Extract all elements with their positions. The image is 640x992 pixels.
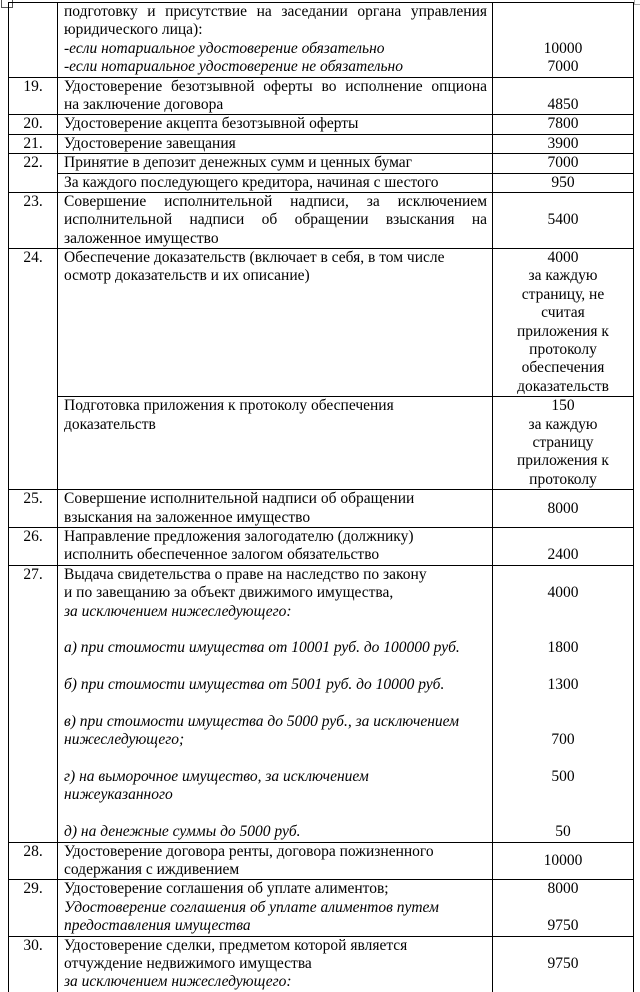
row-number-cell [9, 842, 58, 880]
description-line: заложенное имущество [64, 229, 219, 247]
row-number: 30. [23, 936, 43, 954]
description-line: Направление предложения залогодателю (должнику) [64, 527, 414, 545]
amount-line [495, 78, 631, 96]
description-line: Удостоверение безотзывной оферты во исполнение опциона [64, 77, 487, 95]
amount-line: доказательств [517, 377, 609, 395]
amount-line [495, 750, 631, 768]
amount-line: 1800 [547, 639, 579, 657]
description-line: доказательств [64, 415, 156, 433]
amount-line: 950 [551, 173, 575, 191]
description-line [64, 805, 487, 823]
table-row [9, 397, 634, 490]
row-number-cell [9, 565, 58, 842]
description-cell [58, 936, 493, 992]
description-line: Удостоверение акцепта безотзывной оферты [64, 115, 359, 133]
description-cell [58, 173, 493, 192]
description-cell [58, 77, 493, 115]
description-line: отчуждение недвижимого имущества [64, 954, 312, 972]
amount-cell [493, 249, 634, 397]
table-row [9, 249, 634, 397]
amount-line: 150 [551, 397, 575, 415]
table-row [9, 154, 634, 173]
amount-cell [493, 134, 634, 153]
row-number-cell [9, 527, 58, 565]
amount-line: считая [541, 304, 585, 322]
amount-line [495, 899, 631, 917]
description-cell [58, 115, 493, 134]
description-line: нижеуказанного [64, 786, 173, 804]
amount-line: 7000 [547, 154, 579, 172]
description-line: б) при стоимости имущества от 5001 руб. до 10000 руб. [64, 676, 445, 694]
row-number-cell [9, 77, 58, 115]
amount-line [495, 658, 631, 676]
row-number-cell [9, 154, 58, 193]
row-number: 28. [23, 842, 43, 860]
amount-line: 500 [551, 768, 575, 786]
description-line: г) на выморочное имущество, за исключением [64, 768, 369, 786]
description-line: а) при стоимости имущества от 10001 руб. до 100000 руб. [64, 639, 460, 657]
description-cell [58, 527, 493, 565]
amount-line [495, 566, 631, 584]
amount-line: 1300 [547, 676, 579, 694]
page-fragment-top-right [634, 0, 640, 5]
description-line: в) при стоимости имущества до 5000 руб., за исключением [64, 712, 460, 730]
amount-line: 4000 [547, 584, 579, 602]
description-line: подготовку и присутствие на заседании органа управления [64, 3, 487, 20]
description-line: Удостоверение договора ренты, договора пожизненного [64, 842, 434, 860]
amount-line: 10000 [543, 39, 583, 57]
description-line: Совершение исполнительной надписи, за исключением [64, 192, 487, 210]
table-row [9, 842, 634, 880]
description-line: исполнительной надписи об обращении взыскания на [64, 211, 487, 229]
amount-line: приложения к [517, 452, 609, 470]
table-row [9, 490, 634, 528]
description-line: нижеследующего; [64, 731, 185, 749]
description-line: Обеспечение доказательств (включает в себя, в том числе [64, 249, 445, 267]
description-line: -если нотариальное удостоверение не обязательно [64, 58, 403, 76]
description-cell [58, 249, 493, 397]
row-number-cell [9, 3, 58, 78]
description-line: Удостоверение соглашения об уплате алиментов; [64, 880, 389, 898]
amount-line: за каждую [528, 267, 598, 285]
amount-cell [493, 936, 634, 992]
description-line: и по завещанию за объект движимого имущества, [64, 584, 394, 602]
row-number: 19. [23, 77, 43, 95]
row-number: 24. [23, 249, 43, 267]
amount-line: 7800 [547, 115, 579, 133]
amount-value: 10000 [543, 851, 583, 869]
row-number-cell [9, 192, 58, 248]
table-row [9, 3, 634, 78]
amount-cell [493, 115, 634, 134]
amount-line: обеспечения [521, 359, 605, 377]
amount-line: 50 [555, 823, 571, 841]
amount-line [495, 694, 631, 712]
amount-cell [493, 77, 634, 115]
amount-cell [493, 842, 634, 880]
amount-value: 8000 [547, 499, 579, 517]
table-row [9, 565, 634, 842]
row-number: 27. [23, 565, 43, 583]
description-line [64, 750, 487, 768]
description-cell [58, 565, 493, 842]
amount-cell [493, 154, 634, 173]
description-line: Подготовка приложения к протоколу обеспечения [64, 397, 394, 415]
description-cell [58, 3, 493, 78]
amount-line [495, 21, 631, 39]
amount-value: 9750 [547, 955, 579, 973]
row-number: 25. [23, 490, 43, 508]
table-row [9, 115, 634, 134]
amount-line [495, 786, 631, 804]
tariff-table [8, 2, 634, 992]
row-number-cell [9, 490, 58, 528]
amount-line: 2400 [547, 546, 579, 564]
description-line: предоставления имущества [64, 917, 251, 935]
description-line: Совершение исполнительной надписи об обращении [64, 490, 415, 508]
row-number [9, 3, 57, 21]
amount-line [495, 603, 631, 621]
description-line: -если нотариальное удостоверение обязательно [64, 39, 385, 57]
row-number-cell [9, 115, 58, 134]
description-line: за исключением нижеследующего: [64, 602, 292, 620]
table-row [9, 173, 634, 192]
amount-line: протоколу [529, 341, 597, 359]
description-line [64, 658, 487, 676]
table-row [9, 880, 634, 936]
row-number-cell [9, 880, 58, 936]
amount-line: протоколу [529, 470, 597, 488]
description-line: на заключение договора [64, 95, 224, 113]
amount-line [495, 3, 631, 21]
description-cell [58, 154, 493, 173]
amount-line: 9750 [547, 917, 579, 935]
amount-line: приложения к [517, 322, 609, 340]
description-line: юридического лица): [64, 21, 203, 39]
amount-line: 4850 [547, 95, 579, 113]
tariff-table-body [9, 3, 634, 992]
amount-line: за каждую [528, 415, 598, 433]
description-line [64, 621, 487, 639]
amount-line [495, 713, 631, 731]
description-cell [58, 490, 493, 528]
amount-cell [493, 565, 634, 842]
description-line: д) на денежные суммы до 5000 руб. [64, 823, 301, 841]
description-line: Удостоверение завещания [64, 134, 236, 152]
table-row [9, 134, 634, 153]
description-line: осмотр доказательств и их описание) [64, 267, 310, 285]
table-row [9, 77, 634, 115]
amount-line: 7000 [547, 58, 579, 76]
row-number: 26. [23, 527, 43, 545]
description-cell [58, 397, 493, 490]
amount-line [495, 528, 631, 546]
amount-cell [493, 527, 634, 565]
table-row [9, 527, 634, 565]
row-number: 23. [23, 192, 43, 210]
row-number: 21. [23, 134, 43, 152]
row-number-cell [9, 134, 58, 153]
row-number: 29. [23, 880, 43, 898]
table-row [9, 192, 634, 248]
amount-cell [493, 490, 634, 528]
amount-line: 700 [551, 731, 575, 749]
description-line [64, 694, 487, 712]
amount-line: страницу, не [521, 285, 605, 303]
description-cell [58, 880, 493, 936]
description-line: взыскания на заложенное имущество [64, 508, 311, 526]
amount-cell [493, 192, 634, 248]
description-line: за исключением нижеследующего: [64, 973, 292, 991]
amount-cell [493, 3, 634, 78]
amount-cell [493, 173, 634, 192]
description-line: Удостоверение соглашения об уплате алиментов путем [64, 898, 439, 916]
description-line: Удостоверение сделки, предметом которой является [64, 936, 408, 954]
description-cell [58, 842, 493, 880]
row-number-cell [9, 249, 58, 490]
amount-line [495, 621, 631, 639]
amount-cell [493, 397, 634, 490]
amount-line: 4000 [547, 249, 579, 267]
row-number: 20. [23, 115, 43, 133]
amount-line: 3900 [547, 134, 579, 152]
description-cell [58, 192, 493, 248]
amount-line: 8000 [547, 880, 579, 898]
description-line: Выдача свидетельства о праве на наследство по закону [64, 565, 427, 583]
amount-line [495, 805, 631, 823]
description-line: Принятие в депозит денежных сумм и ценных бумаг [64, 154, 413, 172]
row-number: 22. [23, 154, 43, 172]
table-row [9, 936, 634, 992]
description-line: За каждого последующего кредитора, начиная с шестого [64, 173, 439, 191]
row-number-cell [9, 936, 58, 992]
description-cell [58, 134, 493, 153]
amount-cell [493, 880, 634, 936]
description-line: исполнить обеспеченное залогом обязательство [64, 546, 380, 564]
amount-value: 5400 [547, 211, 579, 229]
description-line: содержания с иждивением [64, 860, 240, 878]
amount-line: страницу [532, 433, 594, 451]
